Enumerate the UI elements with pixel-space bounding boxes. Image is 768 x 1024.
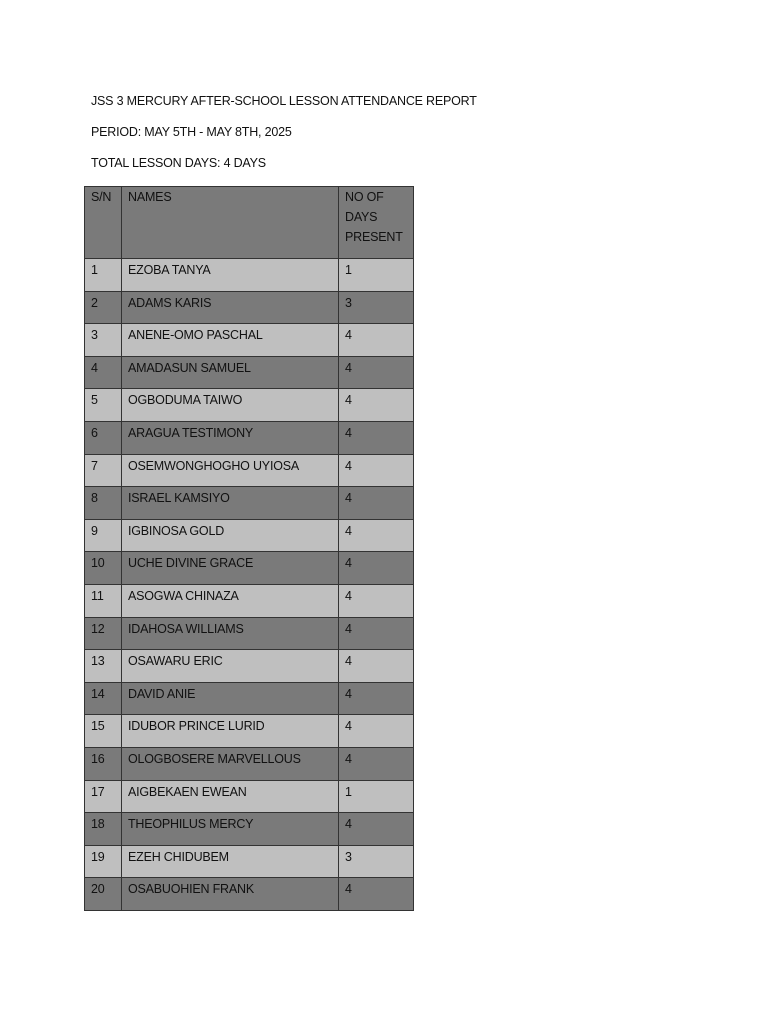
cell-sn: 10: [85, 552, 122, 585]
header-days-present: [339, 187, 414, 259]
table-row: [85, 454, 414, 487]
cell-name: THEOPHILUS MERCY: [122, 813, 339, 846]
cell-days-present: 4: [339, 617, 414, 650]
cell-days-present: 4: [339, 878, 414, 911]
cell-sn: 5: [85, 389, 122, 422]
table-row: [85, 617, 414, 650]
cell-name: EZOBA TANYA: [122, 259, 339, 292]
cell-sn: 15: [85, 715, 122, 748]
table-row: [85, 813, 414, 846]
table-row: [85, 389, 414, 422]
cell-sn: 1: [85, 259, 122, 292]
cell-sn: 7: [85, 454, 122, 487]
table-row: [85, 780, 414, 813]
table-row: [85, 291, 414, 324]
cell-sn: 6: [85, 421, 122, 454]
cell-sn: 8: [85, 487, 122, 520]
header-names: NAMES: [122, 187, 339, 259]
cell-days-present: 1: [339, 780, 414, 813]
cell-days-present: 4: [339, 584, 414, 617]
cell-days-present: 4: [339, 454, 414, 487]
cell-sn: 14: [85, 682, 122, 715]
table-row: [85, 845, 414, 878]
cell-name: UCHE DIVINE GRACE: [122, 552, 339, 585]
cell-name: ARAGUA TESTIMONY: [122, 421, 339, 454]
cell-days-present: 4: [339, 519, 414, 552]
table-row: [85, 715, 414, 748]
total-lesson-days: TOTAL LESSON DAYS: 4 DAYS: [91, 156, 266, 170]
header-sn: S/N: [85, 187, 122, 259]
cell-name: OSEMWONGHOGHO UYIOSA: [122, 454, 339, 487]
cell-name: ADAMS KARIS: [122, 291, 339, 324]
cell-sn: 13: [85, 650, 122, 683]
cell-days-present: 4: [339, 747, 414, 780]
cell-name: AIGBEKAEN EWEAN: [122, 780, 339, 813]
attendance-table: [84, 186, 414, 911]
cell-sn: 16: [85, 747, 122, 780]
cell-sn: 12: [85, 617, 122, 650]
table-row: [85, 487, 414, 520]
cell-days-present: 3: [339, 845, 414, 878]
cell-name: OSABUOHIEN FRANK: [122, 878, 339, 911]
cell-days-present: 4: [339, 324, 414, 357]
cell-name: OLOGBOSERE MARVELLOUS: [122, 747, 339, 780]
cell-sn: 17: [85, 780, 122, 813]
cell-sn: 18: [85, 813, 122, 846]
cell-days-present: 4: [339, 650, 414, 683]
table-row: [85, 324, 414, 357]
cell-name: OGBODUMA TAIWO: [122, 389, 339, 422]
cell-days-present: 4: [339, 715, 414, 748]
cell-sn: 3: [85, 324, 122, 357]
header-days-line2: DAYS: [345, 210, 378, 224]
cell-sn: 19: [85, 845, 122, 878]
cell-name: EZEH CHIDUBEM: [122, 845, 339, 878]
header-days-line3: PRESENT: [345, 230, 403, 244]
cell-days-present: 4: [339, 552, 414, 585]
cell-sn: 20: [85, 878, 122, 911]
cell-days-present: 4: [339, 389, 414, 422]
cell-days-present: 4: [339, 813, 414, 846]
cell-days-present: 4: [339, 356, 414, 389]
table-row: [85, 682, 414, 715]
cell-sn: 2: [85, 291, 122, 324]
cell-days-present: 3: [339, 291, 414, 324]
table-body: [85, 259, 414, 911]
cell-days-present: 1: [339, 259, 414, 292]
cell-name: IDAHOSA WILLIAMS: [122, 617, 339, 650]
cell-days-present: 4: [339, 487, 414, 520]
cell-days-present: 4: [339, 421, 414, 454]
table-row: [85, 878, 414, 911]
cell-name: IDUBOR PRINCE LURID: [122, 715, 339, 748]
cell-name: ANENE-OMO PASCHAL: [122, 324, 339, 357]
cell-name: ISRAEL KAMSIYO: [122, 487, 339, 520]
table-row: [85, 552, 414, 585]
table-row: [85, 747, 414, 780]
cell-name: AMADASUN SAMUEL: [122, 356, 339, 389]
cell-sn: 9: [85, 519, 122, 552]
cell-sn: 11: [85, 584, 122, 617]
table-row: [85, 259, 414, 292]
cell-name: DAVID ANIE: [122, 682, 339, 715]
table-header-row: [85, 187, 414, 259]
cell-name: OSAWARU ERIC: [122, 650, 339, 683]
cell-sn: 4: [85, 356, 122, 389]
cell-name: IGBINOSA GOLD: [122, 519, 339, 552]
report-period: PERIOD: MAY 5TH - MAY 8TH, 2025: [91, 125, 292, 139]
table-row: [85, 519, 414, 552]
report-title: JSS 3 MERCURY AFTER-SCHOOL LESSON ATTENDANCE REPORT: [91, 94, 477, 108]
cell-days-present: 4: [339, 682, 414, 715]
table-row: [85, 584, 414, 617]
header-days-line1: NO OF: [345, 190, 384, 204]
table-row: [85, 421, 414, 454]
cell-name: ASOGWA CHINAZA: [122, 584, 339, 617]
table-row: [85, 356, 414, 389]
table-row: [85, 650, 414, 683]
